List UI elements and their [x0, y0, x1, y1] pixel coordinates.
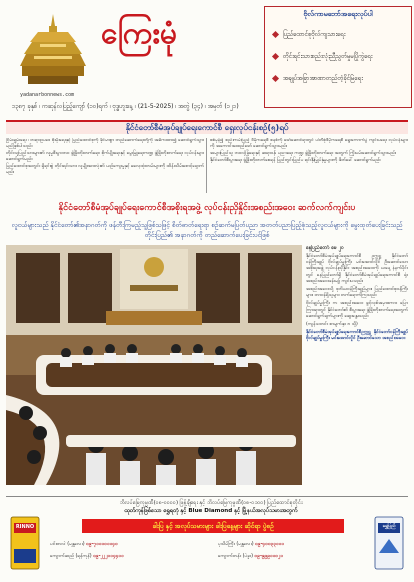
story-paragraph: အစည်းအဝေးသို့ ဒုတိယဝန်ကြီးချုပ်များ၊ ပြည်ထောင်စုဝန်ကြီးများ၊ တာဝန်ရှိသူများ တက်ရောက်ကြသည်။	[306, 287, 408, 299]
ad-contact-phone[interactable]: ၀၉-၄၀၀၃၃၁၁၁	[255, 542, 285, 547]
story-column	[306, 245, 408, 493]
objective-paragraph: နိုင်ငံတော်စီးပွားရေး ဖွံ့ဖြိုးတိုးတက်စေရန် ပြည်တွင်းပြည်ပ ရင်းနှီးမြှုပ်နှံမှုများကို ဖိတ်ခေါ် ဆောင်ရွက်မည်။	[210, 158, 382, 163]
pagoda-logo	[18, 12, 88, 92]
objectives-headline: နိုင်ငံတော်စီမံအုပ်ချုပ်ရေးကောင်စီ ရှေးလုပ်ငန်းစဉ်(၅)ရပ်	[6, 120, 408, 134]
objective-paragraph: တိုင်းသူပြည်သားများ၏ လူမှုစီးပွားဘဝ ဖွံ့ဖြိုးတိုးတက်ရေး၊ စိုက်ပျိုးရေးနှင့် မွေးမြူရေးကဏ္ဍ ဖွံ့ဖြိုးတိုးတက်ရေး လုပ်ငန်းများ ဆောင်ရွက်မည်။	[6, 151, 204, 162]
ad-contact-label: ကျောက်တန်း (ပဲခူး)	[218, 554, 254, 559]
left-bag-brand: RINNO	[15, 524, 35, 530]
priority-item-label: တိုင်းရင်းသားစည်းလုံးညီညွတ်မှုမပြိုကွဲရေး	[283, 53, 373, 60]
objectives-left-column	[6, 138, 204, 193]
paper-title: ကြေးမုံ	[101, 16, 178, 51]
objectives-columns	[6, 138, 408, 193]
priority-item-label: အချုပ်အခြာအာဏာတည်တံ့ခိုင်မြဲရေး	[283, 75, 363, 82]
objectives-right-column	[210, 138, 408, 193]
ad-contact-phone[interactable]: ၀၉-၂၂၂၁၁၄၄၁၁	[93, 554, 124, 559]
priority-item	[273, 53, 409, 61]
column-divider	[206, 138, 207, 193]
ad-contact-phone[interactable]: ၀၉-၇၁၁၁၀၁၁၄၀	[86, 542, 118, 547]
story-paragraph: နိုင်ငံတော်စီမံအုပ်ချုပ်ရေးကောင်စီ ဥက္ကဋ္ဌ နိုင်ငံတော်ဝန်ကြီးချုပ် ဗိုလ်ချုပ်မှူးကြီး မင်းအောင်လှိုင် ဦးဆောင်သော အစိုးရအဖွဲ့ လုပ်ငန်းညှိနှိုင်း အစည်းအဝေးကို ယနေ့ နံနက်ပိုင်းတွင် နေပြည်တော်ရှိ နိုင်ငံတော်စီမံအုပ်ချုပ်ရေးကောင်စီ ရုံးအစည်းအဝေးခန်းမ၌ ကျင်းပသည်။	[306, 254, 408, 284]
priority-title: ဗိုလ်ကာမဘော်အရေးလုပ်ပါ	[303, 10, 373, 18]
ad-line-1: ဘိလပ်မြေကုမ္ပဏီ(ဝ၈-ဝ၀၀၀) ဖြန့်ချိရေး နှင့် ဘိလပ်မြေကုမ္ပဏီ(ဝ၈-ဝ၁၀၀) ပြည်ထောင်စုတိုင်း	[119, 500, 303, 506]
diamond-bullet-icon	[272, 75, 279, 82]
cement-advertisement	[6, 496, 408, 578]
priority-item-label: ပြည်ထောင်စုဗိုလ်ကျသားရေး	[283, 31, 346, 38]
continued-note[interactable]: (ကျန်သတင်း စာမျက်နှာ ၈ သို့)	[306, 322, 358, 328]
priority-item	[273, 75, 409, 83]
priority-box	[264, 6, 412, 108]
story-paragraph: ဗိုလ်ချုပ်မှူးကြီး က အစည်းအဝေး ဖွင့်လှစ်အမှာစကား ပြောကြားရာတွင် နိုင်ငံတော်၏ စီးပွားရေး ဖွံ့ဖြိုးတိုးတက်ရေးအတွက် ဆောင်ရွက်ချက်များကို ဆွေးနွေးသည်။	[306, 301, 408, 319]
ad-contact-row	[218, 553, 283, 560]
ad-contact-label: ပုသိမ်ကြီး (မန္တလေး)	[218, 542, 254, 547]
diamond-bullet-icon	[272, 31, 279, 38]
objective-paragraph: ပြည်ထောင်စုအတွင်း ရှိရင်းစွဲ တိုင်းရင်းသား လူမျိုးအားလုံး၏ ယဉ်ကျေးမှုနှင့် ဓလေ့ထုံးတမ်းများကို ထိန်းသိမ်းစောင့်ရှောက်မည်။	[6, 164, 204, 175]
ad-contact-phone[interactable]: ၀၉-၉၉၉၁၁၀၂၁	[254, 554, 284, 559]
meeting-hall-image	[6, 245, 302, 485]
ad-line-2: ထုတ်ကုန်ဖြစ်သော ရွှေရတုံ နှင့် Blue Diamond နှင့် မြို့နယ်အလုပ်သမားအတွက်	[124, 508, 298, 514]
objective-paragraph: အများပြည်သူ ဘဝလုံခြုံရေးနှင့် ဆရာဝန်၊ ပညာရေး ကဏ္ဍ ဖွံ့ဖြိုးတိုးတက်ရေး အတွက် ကြိုးပမ်းဆောင်ရွက်သွားမည်။	[210, 151, 397, 156]
masthead	[6, 4, 408, 114]
left-cement-bag	[10, 515, 40, 571]
meeting-photo[interactable]	[6, 245, 302, 485]
issue-line: ၁၃၈၇ ခုနှစ် ၊ ကဆုန်လပြည့်ကျော် (၁၀)ရက် ၊ ဗုဒ္ဓဟူးနေ့ ၊ (21-5-2025) ၊ အတွဲ (၃၄) ၊ အမှတ် (၁၂၁)	[12, 103, 239, 110]
photo-caption-note: နိုင်ငံတော်စီမံအုပ်ချုပ်ရေးကောင်စီဥက္ကဋ္ဌ နိုင်ငံတော်ဝန်ကြီးချုပ် ဗိုလ်ချုပ်မှူးကြီး မင်းအောင်လှိုင် ဦးဆောင်သော အစည်းအဝေး	[306, 330, 408, 342]
ad-contact-row	[218, 541, 284, 548]
paper-url[interactable]: yadanarbonnews.com	[20, 92, 75, 98]
ad-contact-label: ကျောက်ဆည် (ရန်ကုန်)	[50, 554, 92, 559]
ad-red-banner: ခါးပြ နှင့် အလုပ်သမားများ ခါးပြနေ့များ ဆိုင်ရာ ပွဲစဉ်	[82, 519, 344, 533]
ad-contact-row	[50, 541, 118, 548]
objective-paragraph: ငြိမ်းချမ်းရေး ၊ တရားဥပဒေ စိုးမိုးရေးနှင့် ပြည်ထောင်စုကို ခိုင်မာစွာ တည်ဆောက်ရေးတို့ကို အဓိကထား၍ ဆောင်ရွက်သွားမည်ဖြစ်ပါသည်။	[6, 138, 204, 149]
headline-deck: လူငယ်များသည် နိုင်ငံတော်၏အနာဂတ်ကို ဖန်တီးကြမည့်သူဖြစ်သဖြင့် စိတ်ဓာတ်ရေးရာ စဉ်ဆက်မပြတ်ပညာ အတတ်ပညာပြည့်စုံသည့်လူငယ်များကို မွေးထုတ်ပေးခြင်းသည် တိုင်းပြည်၏ အနာဂတ်ကို တည်ဆောက်ပေးခြင်းပင်ဖြစ်	[11, 221, 403, 239]
objective-paragraph: စစ်မှန်၍ စည်းကမ်းပြည့် ဒီမိုကရေစီ စနစ်ကို ဖော်ဆောင်ရာတွင် ပါတီစုံဒီမိုကရေစီ ရွေးကောက်ပွဲ ကျင်းပရေး လုပ်ငန်းများကို အကောင်အထည်ဖော် ဆောင်ရွက်သွားမည်။	[210, 138, 408, 149]
main-headline[interactable]: နိုင်ငံတော်စီမံအုပ်ချုပ်ရေးကောင်စီအစိုးရအဖွဲ့ လုပ်ငန်းညှိနှိုင်းအစည်းအဝေး ဆက်လက်ကျင်းပ	[58, 203, 356, 213]
diamond-bullet-icon	[272, 53, 279, 60]
pagoda-logo-icon	[18, 12, 88, 92]
ad-contact-label: ပင်းတလဲ (မန္တလေး)	[50, 542, 85, 547]
priority-item	[273, 31, 409, 39]
right-cement-bag	[374, 515, 404, 571]
ad-contact-row	[50, 553, 124, 560]
dateline: နေပြည်တော် မေ ၂၀	[306, 245, 344, 251]
right-bag-brand: ရွှေပြည်	[382, 524, 396, 529]
